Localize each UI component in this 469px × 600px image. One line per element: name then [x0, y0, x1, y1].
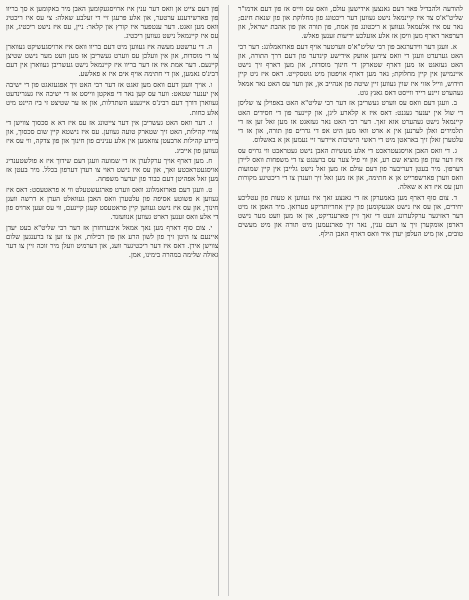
- paragraph: ב. וועגן דעם וואס עס ווערט געשריבן אז דער רבי שליט"א האט באפוילן צו שליסן די שול אין יענער געגנט: דאס איז א קלארע ליגן, און קיינער פון די חסידים האט קיינמאל נישט געהערט אזא זאך. דער רבי האט נאר געזאגט אז מען זאל זען אז די תלמידים זאלן לערנען אין א ארט וואו מען היט אפ די גדרים פון תורה, און אז די עלטערן זאלן זיך באראטן מיט די ראשי הישיבות איידער זיי נעמען אן א באשלוס.: [238, 99, 463, 144]
- left-text-column: [6, 5, 219, 596]
- paragraph: ה. די ערשטע מעשה איז געווען מיט דעם בריוו וואס איז ארויסגעשיקט געווארן צו די מוסדות, און אין וועלכן עס ווערט געשריבן אז מען וועט מער נישט שטיצן קיינעם. דער אמת איז אז דער בריוו איז קיינמאל נישט געשריבן געווארן אין דעם רבינ'ס נאמען, און די חתימה אויף אים איז א פאלשע.: [6, 43, 219, 79]
- paragraph: ח. מען דארף אויך ערקלערן אז די שמועה וועגן דעם שידוך איז א פולשטענדיג אויסגעטראכטע זאך, און עס איז נישט ראוי צו רעדן דערפון בכלל. מיר בעטן אז מען זאל אפהיטן דעם כבוד פון יעדער משפחה.: [6, 157, 219, 184]
- right-text-column: [238, 5, 463, 596]
- paragraph: להודעה ולהבדיל פאר דעם גאנצען אידישען עולם, וואס עס ווייס אז פון דעם אדמו"ר שליט"א'ס צד איז קיינמאל נישט געווען דער ריכטונג פון מחלוקת און פון שנאת חינם; נאר עס איז אלעמאל געווען א ריכטונג פון אמת, פון תורה און פון אהבת ישראל, און דערפאר דארף מען וויסן אז אלע אזעלכע ידיעות זענען פאלש.: [238, 5, 463, 41]
- paragraph: א. וועגן דער ווידערגאב פון רבי שליט"א'ס ווערטער אויף דעם פארזאמלונג: דער רבי האט גערעדט וועגן די וואס ציהען אוועק אידישע קינדער פון דעם דרך התורה, און האט געזאגט אז מען דארף שטארקן די חינוך מוסדות, און מען דארף זיך נישט איינמישן אין קיין מחלוקת; נאר מען דארף אויפטון מיט גוטסקייט. דאס איז ניט קיין חידוש, ווייל אזוי איז שוין געווען זיין שיטה פון אנהייב אן, און ווער עס האט נאר אמאל געהערט זיינע רייד ווייסט דאס גאנץ גוט.: [238, 43, 463, 97]
- paragraph: ז. דער וואס האט געשריבן אין דער צייטונג אז עס איז דא א סכסוך צווישן די צוויי קהילות, האט זיך שטארק טועה געווען. עס איז נישטא קיין שום סכסוך, און ביידע קהילות ארבעטן צוזאמען אין אלע ענינים פון חינוך און פון צדקה, ווי עס איז געווען פון אייביג.: [6, 119, 219, 155]
- paragraph: ג. די וואס האבן אויסגעטראכט די אלע מעשיות האבן נישט געטראכט ווי גרויס עס איז דער עוון פון מוציא שם רע, און ווי פיל צער עס ברענגט צו די משפחות וואס ליידן דערפון. מיר בעטן דעריבער פון דעם עולם אז מען זאל נישט גלייבן אין קיין שמועות וואס ווערן פארשפרייט אן א חתימה, און אז מען זאל זיך ווענדן צו די ריכטיגע מקורות ווען עס איז דא א שאלה.: [238, 146, 463, 192]
- column-divider: [228, 5, 229, 596]
- paragraph: ד. צום סוף דארף מען באמערקן אז די גאנצע זאך איז געווען א טעות פון עטליכע יחידים, און עס איז נישט אנגעקומען פון קיין אחריותדיקע פערזאן. מיר האפן אז מיט דער דאזיגער ערקלערונג וועט די זאך זיין פארענדיקט, און אז מען וועט מער נישט דארפן אומקערן זיך צו דעם ענין, נאר זיך פארנעמען מיט תורה און מיט מעשים טובים, און מיט העלפן יעדן איד וואס דארף האבן הילף.: [238, 193, 463, 239]
- paragraph: י. צום סוף דארף מען נאך אמאל איבערחזרן אז דער רבי שליט"א בעט יעדן איינעם צו היטן זיך פון לשון הרע און פון רכילות, און צו זען צו ברענגען שלום צווישן אידן. דאס איז דער ריכטיגער וועג, און דערמיט וועלן מיר זוכה זיין צו דער גאולה שלימה במהרה בימינו, אמן.: [6, 223, 219, 260]
- paragraph: ט. וועגן דעם פארזאמלונג וואס ווערט פארגעשטעלט ווי א פראטעסט: דאס איז געווען א פשוטע אסיפה פון עלטערן וואס האבן געוואלט הערן א דרשה וועגן חינוך, און עס איז נישט געווען קיין פראטעסט קעגן קיינעם, ווי עס זעען ארויס פון די אלע וואס זענען דארט געווען אנוועזנד.: [6, 185, 219, 222]
- paragraph: ו. אויך וועגן דעם וואס מען זאגט אז דער רבי האט זיך אפגעזאגט פון די ישיבה אין יענער שטאט: ווער עס קען נאר די פאקטן ווייסט אז די ישיבה איז געגרינדעט געווארן דורך דעם רבינ'ס אייגענע השתדלות, און אז ער שטיצט זי ביז היינט מיט אלע כחות.: [6, 81, 219, 117]
- paragraph: פון דעם צייט אן וואס דער ענין איז ארויסגעקומען האבן מיר באקומען א סך בריוו פון פארשידענע ערטער, און אלע פרעגן זיי די זעלבע שאלה: צי עס איז ריכטיג וואס מען זאגט. דער ענטפער איז קורץ און קלאר: ניין, עס איז נישט ריכטיג, און עס איז קיינמאל נישט געווען ריכטיג.: [6, 5, 219, 41]
